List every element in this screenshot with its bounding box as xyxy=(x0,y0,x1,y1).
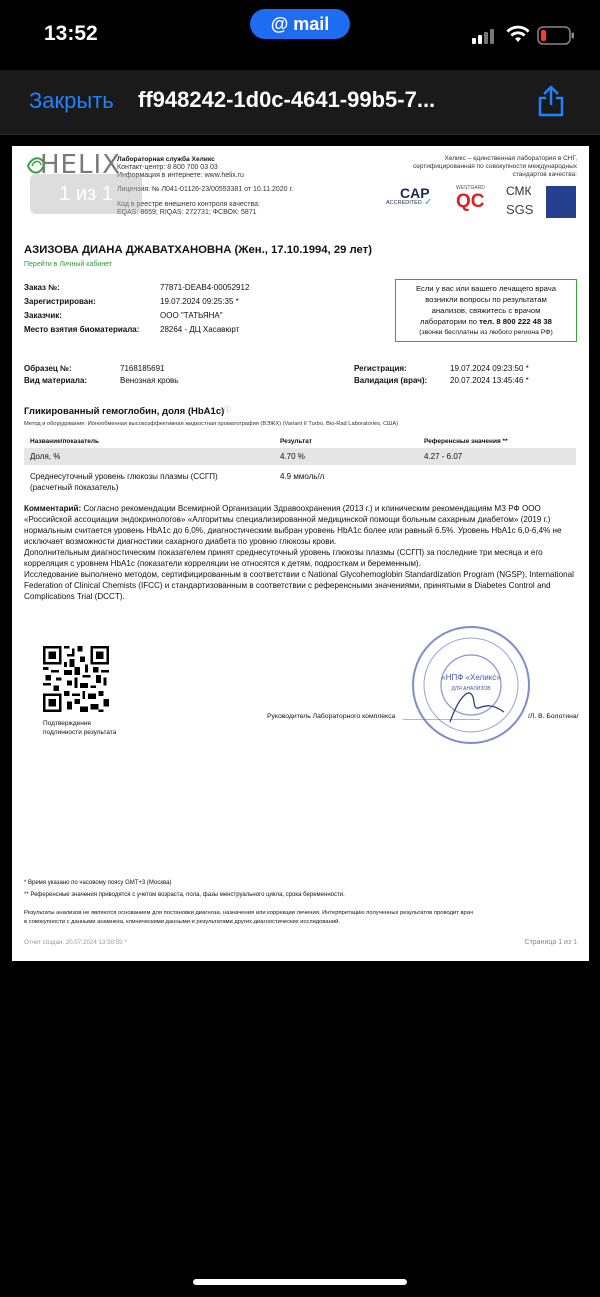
handwritten-signature xyxy=(450,693,504,722)
lab-registry: Код в реестре внешнего контроля качества: xyxy=(117,201,260,208)
comment-text-2: Дополнительным диагностическим показателем принят среднесуточный уровень глюкозы плазмы (ССГП) за последние три месяца и его корреляция с уровнем HbA1c (показатели корреляции не относятся к детям, подросткам и беременным). xyxy=(24,548,543,568)
biomaterial-place-label: Место взятия биоматериала: xyxy=(24,325,140,334)
customer-value: ООО "ТАТЬЯНА" xyxy=(160,311,223,320)
close-button[interactable]: Закрыть xyxy=(29,88,114,113)
mail-pill-label: mail xyxy=(293,14,330,34)
validation-value: 20.07.2024 13:45:46 * xyxy=(450,376,529,385)
sample-label: Образец №: xyxy=(24,364,72,373)
wifi-icon xyxy=(506,24,530,44)
smk-sgs-logo xyxy=(504,183,534,219)
row-1-result: 4.70 % xyxy=(280,452,305,461)
lab-registry-codes: EQAS: 8659; RIQAS: 272731; ФСВОК: 5871 xyxy=(117,209,257,216)
footnote-1: * Время указано по часовому поясу GMT+3 (Москва) xyxy=(24,880,172,886)
notice-line-3: анализов, свяжитесь с врачом xyxy=(431,306,541,315)
notice-line-1: Если у вас или вашего лечащего врача xyxy=(415,284,557,293)
sample-value: 7168185691 xyxy=(120,364,165,373)
report-created: Отчет создан: 20.07.2024 13:50:55 * xyxy=(24,939,127,946)
test-method: Метод и оборудование: Ионообменная высокоэффективная жидкостная хроматография (ВЭЖХ) (Variant II Turbo, Bio-Rad Laboratories, США) xyxy=(24,421,399,427)
status-time: 13:52 xyxy=(44,22,98,45)
row-1-reference: 4.27 - 6.07 xyxy=(424,452,463,461)
notice-line-4-text: лаборатории по xyxy=(420,317,480,326)
lab-stamp xyxy=(410,624,532,746)
row-2-result: 4.9 ммоль/л xyxy=(280,472,325,481)
lab-report-document[interactable] xyxy=(12,146,589,961)
cert-line-1: Хеликс – единственная лаборатория в СНГ, xyxy=(444,155,577,162)
comment-text-3: Исследование выполнено методом, сертифицированным в соответствии с National Glycohemoglobin Standardization Program (NGSP), International Federation of Clinical Chemists (IFCC) и стандартизованным в соответствии с референсными значениями, принятыми в Diabetes Control and Complications Trial (DCCT). xyxy=(24,570,574,601)
global-group-logo xyxy=(546,186,576,218)
row-2-name-sub: (расчетный показатель) xyxy=(30,483,119,492)
mail-app-pill[interactable] xyxy=(250,9,350,39)
disclaimer-2: в совокупности с данными анамнеза, клиническими данными и результатами других диагностических исследований. xyxy=(24,919,340,925)
footnote-2: ** Референсные значения приводятся с учетом возраста, пола, фазы менструального цикла, срока беременности. xyxy=(24,892,345,898)
column-name-header: Название/показатель xyxy=(30,438,100,445)
test-title: Гликированный гемоглобин, доля (HbA1c) xyxy=(24,406,225,417)
page-indicator: 1 из 1 xyxy=(30,174,142,214)
qr-caption-2: подлинности результата xyxy=(43,729,117,736)
notice-line-4 xyxy=(396,316,576,327)
westgard-text: WESTGARD xyxy=(456,185,485,191)
lab-contact: Контакт-центр: 8 800 700 03 03 xyxy=(117,164,218,171)
customer-label: Заказчик: xyxy=(24,311,62,320)
signature-label: Руководитель Лабораторного комплекса xyxy=(267,713,396,720)
material-label: Вид материала: xyxy=(24,376,88,385)
notice-phone[interactable]: тел. 8 800 222 48 38 xyxy=(479,317,552,326)
notice-line-5: (звонки бесплатны из любого региона РФ) xyxy=(419,329,553,336)
signature-line: ______________________ xyxy=(403,713,480,720)
qr-code[interactable] xyxy=(43,646,109,712)
cabinet-link[interactable]: Перейти в Личный кабинет xyxy=(24,261,113,268)
cellular-signal-icon xyxy=(472,28,498,44)
column-reference-header: Референсные значения ** xyxy=(424,438,508,445)
column-result-header: Результат xyxy=(280,438,312,445)
check-icon: ✓ xyxy=(424,197,433,208)
lab-name: Лабораторная служба Хеликс xyxy=(117,156,215,163)
cap-logo xyxy=(386,183,436,219)
cap-text: CAP xyxy=(400,185,430,201)
doctor-contact-notice xyxy=(395,279,577,342)
westgard-logo xyxy=(453,183,495,219)
row-2-name: Среднесуточный уровень глюкозы плазмы (ССГП) xyxy=(30,472,218,481)
comment-block xyxy=(24,503,579,602)
comment-label: Комментарий: xyxy=(24,504,82,513)
document-title: ff948242-1d0c-4641-99b5-7... xyxy=(138,87,436,112)
registration-label: Регистрация: xyxy=(354,364,407,373)
order-value: 77871-DEAB4-00052912 xyxy=(160,283,250,292)
patient-name: АЗИЗОВА ДИАНА ДЖАВАТХАНОВНА (Жен., 17.10.1994, 29 лет) xyxy=(24,244,372,256)
material-value: Венозная кровь xyxy=(120,376,179,385)
validation-label: Валидация (врач): xyxy=(354,376,428,385)
home-indicator[interactable] xyxy=(193,1279,407,1285)
cap-accredited: ACCREDITED xyxy=(386,200,422,206)
at-icon: @ xyxy=(270,14,289,34)
status-bar xyxy=(0,0,600,70)
qc-text: QC xyxy=(456,191,485,212)
order-label: Заказ №: xyxy=(24,283,60,292)
share-icon[interactable] xyxy=(536,85,566,117)
lab-web: Информация в интернете: www.helix.ru xyxy=(117,172,244,179)
registration-value: 19.07.2024 09:23:50 * xyxy=(450,364,529,373)
lab-license: Лицензия: № Л041-01126-23/00553381 от 10.11.2020 г. xyxy=(117,186,294,193)
cert-line-2: сертифицированная по совокупности международных xyxy=(412,163,577,170)
registered-label: Зарегистрирован: xyxy=(24,297,96,306)
notice-line-2: возникли вопросы по результатам xyxy=(425,295,547,304)
sgs-text: SGS xyxy=(506,202,534,217)
registered-value: 19.07.2024 09:25:35 * xyxy=(160,297,239,306)
smk-text: СМК xyxy=(506,184,532,198)
row-1-name: Доля, % xyxy=(30,452,61,461)
cert-line-3: стандартов качества: xyxy=(512,171,577,178)
page-number: Страница 1 из 1 xyxy=(524,939,577,946)
battery-low-icon xyxy=(537,26,575,46)
signer-name: /Л. В. Болотина/ xyxy=(528,713,579,720)
info-icon[interactable]: ⓘ xyxy=(224,407,231,414)
biomaterial-place-value: 28264 - ДЦ Хасавюрт xyxy=(160,325,240,334)
stamp-text: «НПФ «Хеликс» xyxy=(441,673,501,682)
helix-wordmark: HELIX xyxy=(40,150,121,180)
comment-text: Согласно рекомендации Всемирной Организации Здравоохранения (2013 г.) и клиническим рекомендациям МЗ РФ ООО «Российской ассоциации эндокринологов» «Алгоритмы специализированной медицинской помощи больным сахарным диабетом» (2019 г.) нормальным считается уровень HbA1c до 6,0%, диагностическим выбран уровень HbA1c более или равный 6.5%. Уровень HbA1c 6,0-6,4% не исключает возможности диагностики сахарного диабета по уровню глюкозы крови. xyxy=(24,504,562,546)
qr-caption-1: Подтверждение xyxy=(43,720,92,727)
stamp-subtext: ДЛЯ АНАЛИЗОВ xyxy=(451,686,491,692)
disclaimer-1: Результаты анализов не являются основанием для постановки диагноза, назначения или коррекции лечения. Интерпретацию полученных результатов проводит врач xyxy=(24,910,473,916)
nav-bar xyxy=(0,70,600,135)
